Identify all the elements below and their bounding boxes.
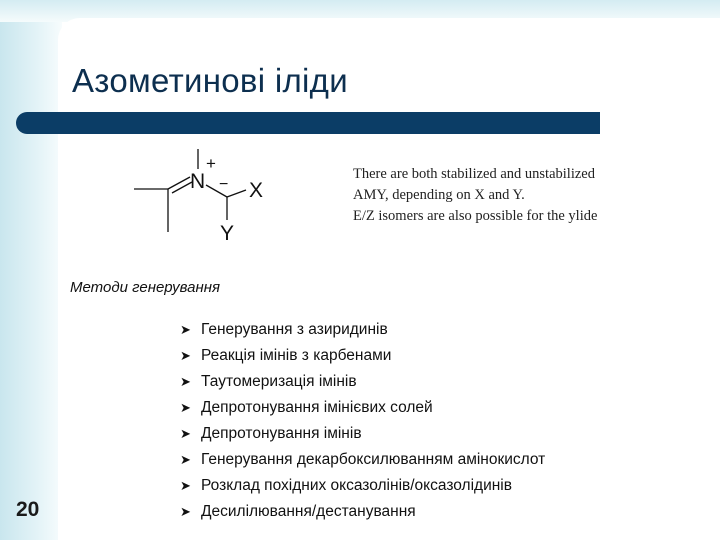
slide-title: Азометинові іліди xyxy=(72,62,348,99)
note-line: E/Z isomers are also possible for the ylide xyxy=(353,208,598,224)
arrow-bullet-icon: ➤ xyxy=(180,426,191,441)
arrow-bullet-icon: ➤ xyxy=(180,452,191,467)
ylide-structure-diagram xyxy=(130,140,280,250)
left-decorative-band xyxy=(0,0,62,540)
list-item-text: Генерування з азиридинів xyxy=(201,321,388,338)
ylide-note xyxy=(353,164,663,227)
negative-charge: − xyxy=(219,176,229,193)
list-item-text: Депротонування імінів xyxy=(201,425,362,442)
list-item-text: Реакція імінів з карбенами xyxy=(201,347,392,364)
x-substituent: X xyxy=(249,179,264,202)
list-item xyxy=(180,473,545,499)
list-item xyxy=(180,499,545,525)
nitrogen-atom: N xyxy=(190,170,206,193)
bond-c-x xyxy=(227,190,246,197)
methods-list xyxy=(180,317,545,525)
list-item xyxy=(180,447,545,473)
bond-c-n-double-1 xyxy=(168,177,190,189)
methods-heading: Методи генерування xyxy=(70,279,221,296)
arrow-bullet-icon: ➤ xyxy=(180,504,191,519)
arrow-bullet-icon: ➤ xyxy=(180,400,191,415)
list-item-text: Депротонування імінієвих солей xyxy=(201,399,433,416)
list-item xyxy=(180,317,545,343)
note-line: There are both stabilized and unstabilized xyxy=(353,166,595,182)
slide-number: 20 xyxy=(16,498,40,521)
bond-c-n-double-2 xyxy=(172,182,192,193)
positive-charge: + xyxy=(206,154,216,173)
arrow-bullet-icon: ➤ xyxy=(180,322,191,337)
list-item-text: Десилілювання/дестанування xyxy=(201,503,416,520)
title-underline-bar xyxy=(16,112,600,134)
list-item-text: Розклад похідних оксазолінів/оксазолідинів xyxy=(201,477,512,494)
y-substituent: Y xyxy=(220,222,235,245)
list-item xyxy=(180,343,545,369)
list-item xyxy=(180,421,545,447)
arrow-bullet-icon: ➤ xyxy=(180,374,191,389)
arrow-bullet-icon: ➤ xyxy=(180,478,191,493)
list-item xyxy=(180,369,545,395)
note-line: AMY, depending on X and Y. xyxy=(353,187,525,203)
arrow-bullet-icon: ➤ xyxy=(180,348,191,363)
list-item-text: Генерування декарбоксилюванням амінокислот xyxy=(201,451,546,468)
list-item-text: Таутомеризація імінів xyxy=(201,373,357,390)
list-item xyxy=(180,395,545,421)
